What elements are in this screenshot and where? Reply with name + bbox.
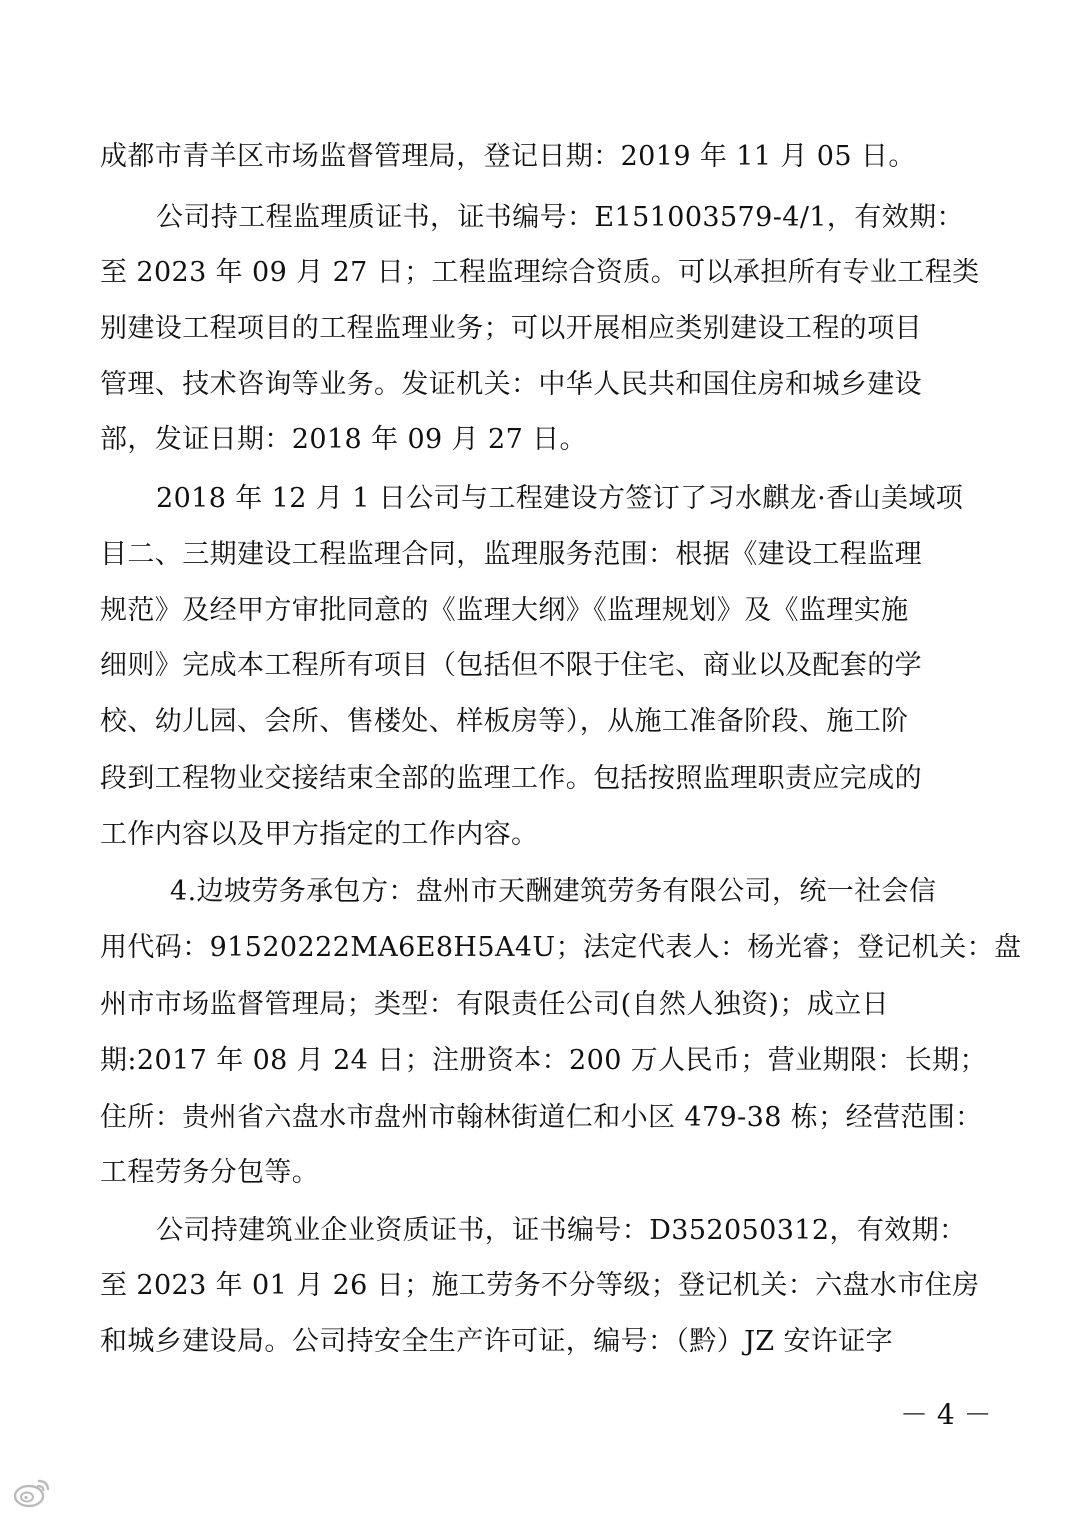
text-line: 部，发证日期：2018 年 09 月 27 日。	[100, 424, 587, 455]
text-line: 别建设工程项目的工程监理业务；可以开展相应类别建设工程的项目	[100, 313, 922, 344]
watermark	[12, 1474, 52, 1510]
text-line: 2018 年 12 月 1 日公司与工程建设方签订了习水麒龙·香山美域项	[156, 483, 964, 514]
text-line: 公司持建筑业企业资质证书，证书编号：D352050312，有效期：	[156, 1215, 967, 1246]
text-line: 和城乡建设局。公司持安全生产许可证，编号：（黔）JZ 安许证字	[100, 1326, 894, 1357]
text-line: 规范》及经甲方审批同意的《监理大纲》《监理规划》及《监理实施	[100, 595, 909, 626]
text-line: 校、幼儿园、会所、售楼处、样板房等），从施工准备阶段、施工阶	[100, 706, 909, 737]
weibo-logo-icon	[12, 1476, 52, 1508]
text-line: 目二、三期建设工程监理合同，监理服务范围：根据《建设工程监理	[100, 539, 922, 570]
text-line: 住所：贵州省六盘水市盘州市翰林街道仁和小区 479-38 栋；经营范围：	[100, 1102, 983, 1133]
text-line: 至 2023 年 01 月 26 日；施工劳务不分等级；登记机关：六盘水市住房	[100, 1270, 980, 1301]
text-line: 细则》完成本工程所有项目（包括但不限于住宅、商业以及配套的学	[100, 650, 922, 681]
text-line: 4.边坡劳务承包方：盘州市天酬建筑劳务有限公司，统一社会信	[170, 876, 937, 907]
text-line: 工程劳务分包等。	[100, 1157, 320, 1188]
text-line: 工作内容以及甲方指定的工作内容。	[100, 819, 539, 850]
page-number: － 4 －	[900, 1398, 992, 1431]
text-line: 至 2023 年 09 月 27 日；工程监理综合资质。可以承担所有专业工程类	[100, 257, 980, 288]
text-line: 管理、技术咨询等业务。发证机关：中华人民共和国住房和城乡建设	[100, 369, 922, 400]
text-line: 用代码：91520222MA6E8H5A4U；法定代表人：杨光睿；登记机关：盘	[100, 932, 1022, 963]
text-line: 州市市场监督管理局；类型：有限责任公司(自然人独资)；成立日	[100, 989, 890, 1020]
text-line: 成都市青羊区市场监督管理局，登记日期：2019 年 11 月 05 日。	[100, 141, 916, 172]
text-line: 段到工程物业交接结束全部的监理工作。包括按照监理职责应完成的	[100, 763, 922, 794]
text-line: 期:2017 年 08 月 24 日；注册资本：200 万人民币；营业期限：长期；	[100, 1045, 987, 1076]
text-line: 公司持工程监理质证书，证书编号：E151003579-4/1，有效期：	[156, 202, 964, 233]
